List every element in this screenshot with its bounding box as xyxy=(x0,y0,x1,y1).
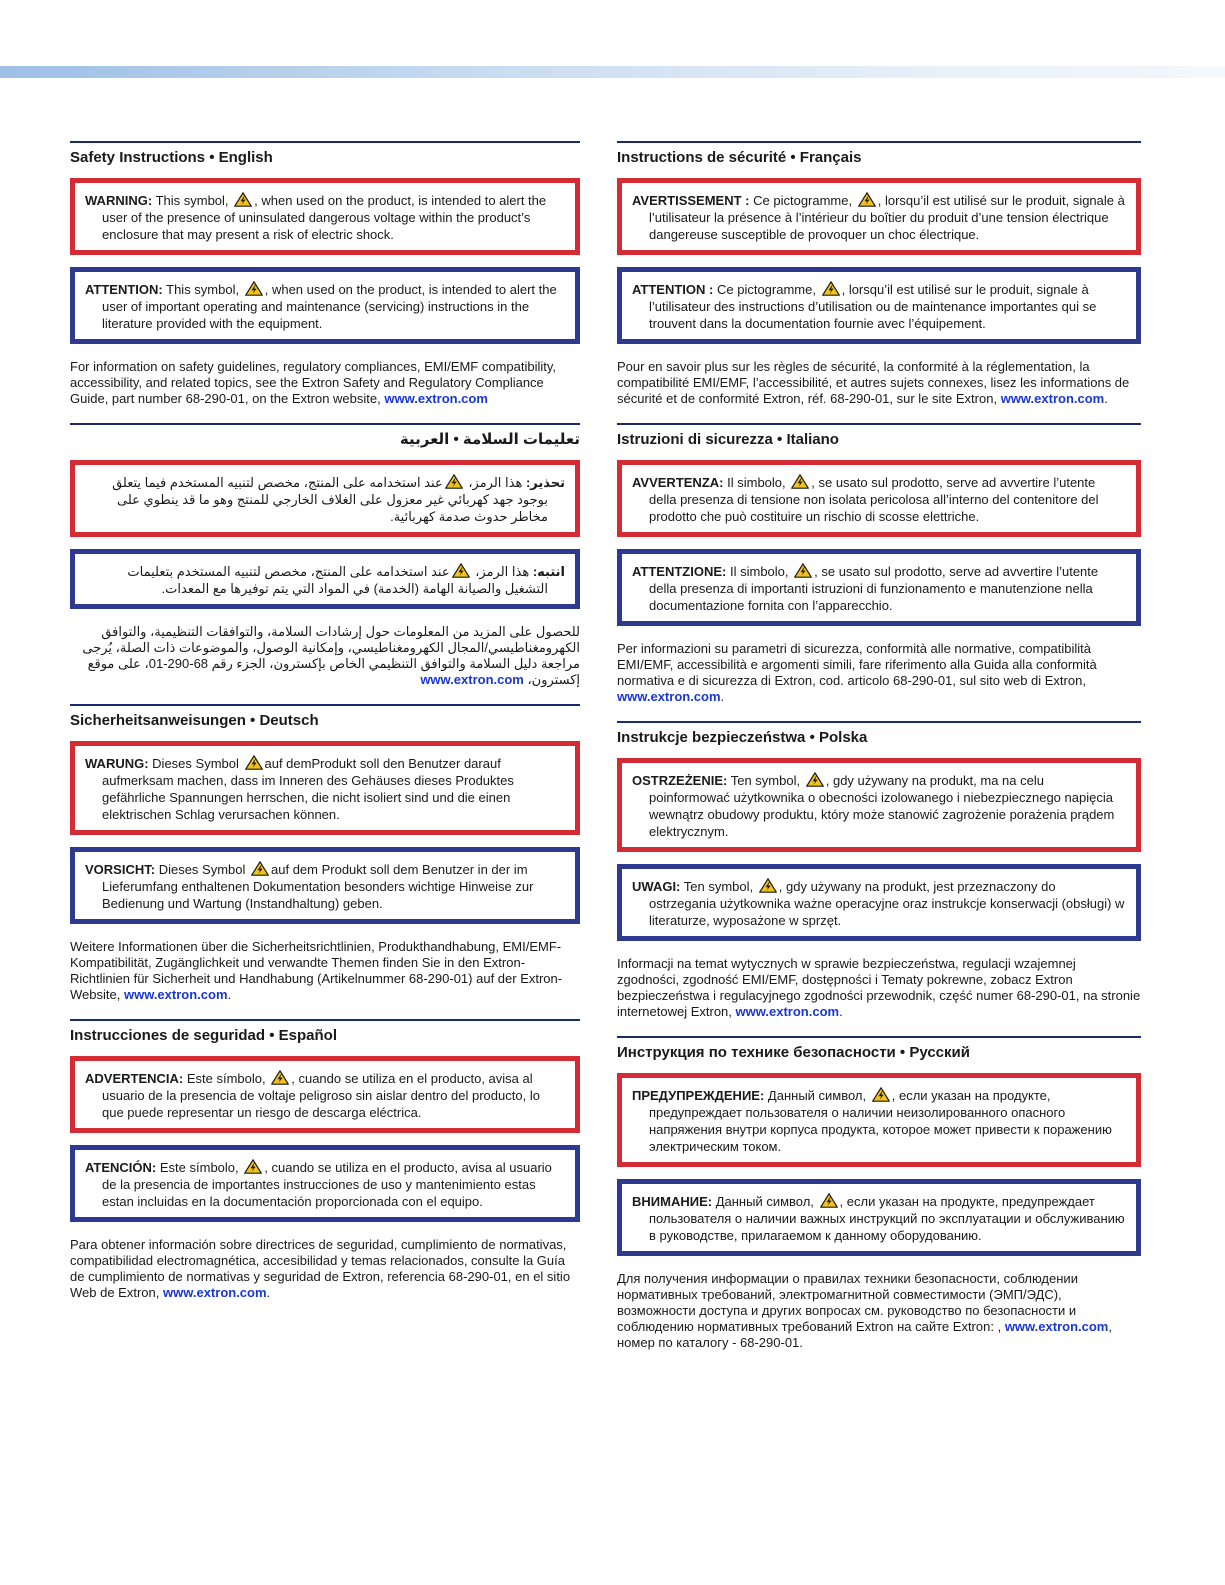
attention-text: auf dem Produkt soll dem Benutzer in der im Lieferumfang enthaltenen Dokumentation besonders wichtige Hinweise zur Bedienung und Wartung (Instandhaltung) geben. xyxy=(102,862,534,911)
attention-text-pre: Este símbolo, xyxy=(159,1160,239,1175)
warning-label: تحذير: xyxy=(525,475,565,490)
warning-triangle-icon xyxy=(858,192,876,207)
attention-text: , если указан на продукте, предупреждает пользователя о наличии важных инструкций по эксплуатации и обслуживанию в руководстве, прилагаемом к данному оборудованию. xyxy=(649,1194,1125,1243)
warning-label: OSTRZEŻENIE: xyxy=(632,773,728,788)
warning-triangle-icon xyxy=(445,474,463,489)
warning-text: , если указан на продукте, предупреждает пользователя о наличии неизолированного опасного напряжения внутри корпуса продукта, которое может привести к поражению электрическим током. xyxy=(649,1088,1112,1154)
warning-box xyxy=(617,1073,1141,1167)
warning-box xyxy=(70,1056,580,1133)
warning-text-pre: Il simbolo, xyxy=(727,475,786,490)
warning-triangle-icon xyxy=(820,1193,838,1208)
extron-website-link[interactable]: www.extron.com xyxy=(1004,1319,1109,1334)
attention-text-pre: This symbol, xyxy=(166,282,240,297)
info-paragraph xyxy=(70,359,580,407)
warning-text: , cuando se utiliza en el producto, avisa al usuario de la presencia de voltaje peligroso sin aislar dentro del producto, lo que puede representar un riesgo de descarga eléctrica. xyxy=(102,1071,540,1120)
info-text-after: . xyxy=(720,689,725,704)
warning-label: WARNING: xyxy=(85,193,153,208)
warning-text: , gdy używany na produkt, ma na celu poinformować użytkownika o obecności izolowanego i niebezpiecznego napięcia wewnątrz obudowy produktu, który może stanowić zagrożenie porażenia prądem elektrycznym. xyxy=(649,773,1115,839)
warning-triangle-icon xyxy=(245,281,263,296)
warning-triangle-icon xyxy=(791,474,809,489)
attention-box xyxy=(617,549,1141,626)
warning-box xyxy=(617,178,1141,255)
info-text: Pour en savoir plus sur les règles de sécurité, la conformité à la réglementation, la compatibilité EMI/EMF, l’accessibilité, et autres sujets connexes, lisez les informations de sécurité et de conformité Extron, réf. 68-290-01, sur le site Extron, xyxy=(617,359,1130,406)
section-title: Safety Instructions • English xyxy=(70,141,580,168)
info-text-after: . xyxy=(227,987,232,1002)
warning-label: ADVERTENCIA: xyxy=(85,1071,184,1086)
warning-triangle-icon xyxy=(759,878,777,893)
attention-text-pre: Dieses Symbol xyxy=(158,862,246,877)
attention-label: ATTENTZIONE: xyxy=(632,564,727,579)
warning-text-pre: Dieses Symbol xyxy=(152,756,239,771)
warning-label: ПРЕДУПРЕЖДЕНИЕ: xyxy=(632,1088,765,1103)
attention-text: , se usato sul prodotto, serve ad avvertire l’utente della presenza di importanti istruzioni di funzionamento e manutenzione nella documentazione fornita con l’apparecchio. xyxy=(649,564,1099,613)
warning-text: , when used on the product, is intended to alert the user of the presence of uninsulated dangerous voltage within the product’s enclosure that may present a risk of electric shock. xyxy=(102,193,547,242)
extron-website-link[interactable]: www.extron.com xyxy=(1000,391,1105,406)
safety-section xyxy=(70,1019,580,1301)
attention-text-pre: Ce pictogramme, xyxy=(716,282,816,297)
safety-section xyxy=(70,141,580,407)
warning-text: عند استخدامه على المنتج، مخصص لتنبيه المستخدم فيما يتعلق بوجود جهد كهربائي غير معزول على الغلاف الخارجي للمنتج وهو ما قد ينطوي على مخاطر حدوث صدمة كهربائية. xyxy=(112,475,548,524)
warning-text: auf demProdukt soll den Benutzer darauf aufmerksam machen, dass im Inneren des Gehäuses dieses Produktes gefährliche Spannungen herrschen, die nicht isoliert sind und die einen elektrischen Schlag verursachen können. xyxy=(102,756,514,822)
warning-box xyxy=(70,178,580,255)
extron-website-link[interactable]: www.extron.com xyxy=(617,689,721,704)
safety-section xyxy=(70,704,580,1003)
attention-text: , cuando se utiliza en el producto, avisa al usuario de la presencia de importantes instrucciones de uso y mantenimiento estas estan incluidas en la documentación proporcionada con el equipo. xyxy=(102,1160,552,1209)
right-column xyxy=(617,141,1141,1367)
warning-triangle-icon xyxy=(251,861,269,876)
warning-triangle-icon xyxy=(271,1070,289,1085)
attention-label: ATENCIÓN: xyxy=(85,1160,157,1175)
info-paragraph xyxy=(70,1237,580,1301)
attention-text-pre: Il simbolo, xyxy=(729,564,789,579)
warning-box xyxy=(70,741,580,835)
info-text: Para obtener información sobre directrices de seguridad, cumplimiento de normativas, compatibilidad electromagnética, accesibilidad y temas relacionados, consulte la Guía de cumplimiento de normativas y seguridad de Extron, referencia 68-290-01, en el sitio Web de Extron, xyxy=(70,1237,571,1300)
warning-text: , se usato sul prodotto, serve ad avvertire l’utente della presenza di tensione non isolata pericolosa all’interno del contenitore del prodotto che può costituire un rischio di scosse elettriche. xyxy=(649,475,1099,524)
warning-triangle-icon xyxy=(822,281,840,296)
info-text: Per informazioni su parametri di sicurezza, conformità alle normative, compatibilità EMI/EMF, accessibilità e argomenti simili, fare riferimento alla Guida alla conformità normativa e di sicurezza di Extron, cod. articolo 68-290-01, sul sito web di Extron, xyxy=(617,641,1097,688)
warning-triangle-icon xyxy=(794,563,812,578)
warning-label: AVERTISSEMENT : xyxy=(632,193,750,208)
warning-text-pre: This symbol, xyxy=(155,193,229,208)
warning-label: AVVERTENZA: xyxy=(632,475,724,490)
section-title: Sicherheitsanweisungen • Deutsch xyxy=(70,704,580,731)
warning-label: WARUNG: xyxy=(85,756,149,771)
safety-section xyxy=(70,423,580,688)
attention-box xyxy=(70,267,580,344)
info-text: Informacji na temat wytycznych w sprawie bezpieczeństwa, regulacji wzajemnej zgodności, zgodność EMI/EMF, dostępności i Tematy pokrewne, zobacz Extron bezpieczeństwa i regulacyjnego zgodności przewodnik, część numer 68-290-01, na stronie internetowej Extron, xyxy=(617,956,1141,1019)
attention-label: VORSICHT: xyxy=(85,862,156,877)
info-paragraph xyxy=(617,956,1141,1020)
attention-label: ATTENTION : xyxy=(632,282,714,297)
info-text: للحصول على المزيد من المعلومات حول إرشادات السلامة، والتوافقات التنظيمية، والتوافق الكهرومغناطيسي/المجال الكهرومغناطيسي، وإمكانية الوصول، والموضوعات ذات الصلة، يُرجى مراجعة دليل السلامة والتوافق التنظيمي الخاص بإكسترون، الجزء رقم 68-290-01، على موقع إكسترون، xyxy=(82,624,580,687)
warning-triangle-icon xyxy=(245,755,263,770)
attention-label: ATTENTION: xyxy=(85,282,163,297)
warning-triangle-icon xyxy=(452,563,470,578)
info-text: Weitere Informationen über die Sicherheitsrichtlinien, Produkthandhabung, EMI/EMF-Kompatibilität, Zugänglichkeit und verwandte Themen finden Sie in den Extron-Richtlinien für Sicherheit und Handhabung (Artikelnummer 68-290-01) auf der Extron-Website, xyxy=(70,939,563,1002)
extron-website-link[interactable]: www.extron.com xyxy=(123,987,228,1002)
safety-section xyxy=(617,1036,1141,1351)
attention-text-pre: Ten symbol, xyxy=(683,879,754,894)
info-paragraph xyxy=(70,624,580,688)
section-title: Istruzioni di sicurezza • Italiano xyxy=(617,423,1141,450)
extron-website-link[interactable]: www.extron.com xyxy=(735,1004,840,1019)
info-text-after: . xyxy=(839,1004,843,1019)
info-text-after: . xyxy=(266,1285,271,1300)
attention-label: UWAGI: xyxy=(632,879,681,894)
warning-box xyxy=(617,758,1141,852)
attention-text-pre: هذا الرمز، xyxy=(475,564,530,579)
info-paragraph xyxy=(617,1271,1141,1351)
attention-box xyxy=(617,864,1141,941)
warning-triangle-icon xyxy=(244,1159,262,1174)
warning-box xyxy=(617,460,1141,537)
info-text-after: , номер по каталогу - 68-290-01. xyxy=(617,1319,1112,1350)
left-column xyxy=(70,141,580,1317)
attention-label: ВНИМАНИЕ: xyxy=(632,1194,713,1209)
attention-text: , gdy używany na produkt, jest przeznaczony do ostrzegania użytkownika ważne operacyjne oraz instrukcje konserwacji (obsługi) w literaturze, wyposażone w sprzęt. xyxy=(649,879,1125,928)
attention-text: , when used on the product, is intended to alert the user of important operating and maintenance (servicing) instructions in the literature provided with the equipment. xyxy=(102,282,557,331)
section-title: تعليمات السلامة • العربية xyxy=(70,423,580,450)
info-paragraph xyxy=(617,359,1141,407)
attention-box xyxy=(70,847,580,924)
extron-website-link[interactable]: www.extron.com xyxy=(163,1285,267,1300)
warning-text-pre: Данный символ, xyxy=(767,1088,867,1103)
section-title: Instructions de sécurité • Français xyxy=(617,141,1141,168)
safety-section xyxy=(617,721,1141,1020)
attention-text-pre: Данный символ, xyxy=(715,1194,814,1209)
info-paragraph xyxy=(70,939,580,1003)
section-title: Instrucciones de seguridad • Español xyxy=(70,1019,580,1046)
attention-box xyxy=(617,267,1141,344)
warning-text-pre: Ten symbol, xyxy=(730,773,801,788)
warning-text-pre: Este símbolo, xyxy=(186,1071,266,1086)
attention-box xyxy=(617,1179,1141,1256)
safety-section xyxy=(617,141,1141,407)
extron-website-link[interactable]: www.extron.com xyxy=(384,391,488,406)
info-text: Для получения информации о правилах техники безопасности, соблюдении нормативных требований, электромагнитной совместимости (ЭМП/ЭДС), возможности доступа и других вопросах см. руководство по безопасности и соблюдению нормативных требований Extron на сайте Extron: , xyxy=(617,1271,1078,1334)
warning-text-pre: هذا الرمز، xyxy=(468,475,523,490)
safety-section xyxy=(617,423,1141,705)
info-text-after: . xyxy=(1104,391,1108,406)
warning-triangle-icon xyxy=(234,192,252,207)
attention-label: انتبه: xyxy=(532,564,565,579)
section-title: Инструкция по технике безопасности • Русский xyxy=(617,1036,1141,1063)
warning-text: , lorsqu’il est utilisé sur le produit, signale à l’utilisateur la présence à l’intérieur du boîtier du produit d’une tension électrique dangereuse susceptible de provoquer un choc électrique. xyxy=(649,193,1125,242)
warning-text-pre: Ce pictogramme, xyxy=(753,193,853,208)
warning-box xyxy=(70,460,580,537)
info-text: For information on safety guidelines, regulatory compliances, EMI/EMF compatibility, accessibility, and related topics, see the Extron Safety and Regulatory Compliance Guide, part number 68-290-01, on the Extron website, xyxy=(70,359,557,406)
warning-triangle-icon xyxy=(806,772,824,787)
section-title: Instrukcje bezpieczeństwa • Polska xyxy=(617,721,1141,748)
header-gradient-bar xyxy=(0,66,1225,78)
extron-website-link[interactable]: www.extron.com xyxy=(420,672,524,687)
attention-box xyxy=(70,549,580,609)
attention-box xyxy=(70,1145,580,1222)
attention-text: , lorsqu’il est utilisé sur le produit, signale à l’utilisateur des instructions d’utilisation ou de maintenance importantes qui se trouvent dans la documentation fournie avec l’équipement. xyxy=(649,282,1097,331)
warning-triangle-icon xyxy=(872,1087,890,1102)
info-paragraph xyxy=(617,641,1141,705)
attention-text: عند استخدامه على المنتج، مخصص لتنبيه المستخدم بتعليمات التشغيل والصيانة الهامة (الخدمة) في المواد التي يتم توفيرها مع المعدات. xyxy=(127,564,548,596)
